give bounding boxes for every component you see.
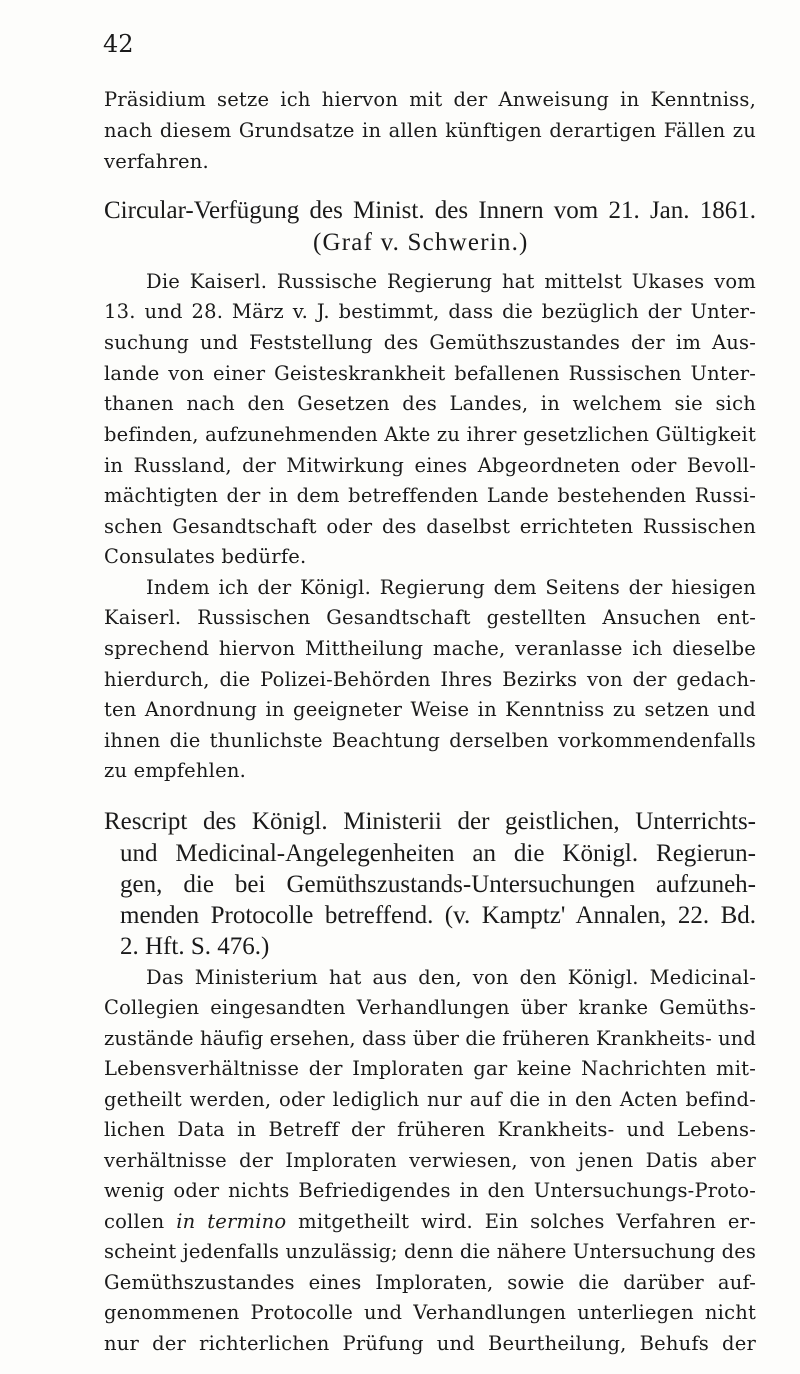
paragraph-line: hierdurch, die Polizei-Behörden Ihres Bezirks von der gedach- [104, 668, 756, 691]
section-heading: 2. Hft. S. 476.) [120, 933, 270, 960]
text-segment: mitgetheilt wird. Ein solches Verfahren er- [286, 1210, 756, 1233]
paragraph-line: ihnen die thunlichste Beachtung derselben vorkommendenfalls [104, 729, 756, 752]
section-heading: gen, die bei Gemüthszustands-Untersuchungen aufzuneh- [120, 871, 756, 898]
paragraph-line: zustände häufig ersehen, dass über die früheren Krankheits- und [104, 1027, 756, 1050]
paragraph-line: sprechend hiervon Mittheilung mache, veranlasse ich dieselbe [104, 637, 756, 660]
paragraph-line: scheint jedenfalls unzulässig; denn die nähere Untersuchung des [104, 1240, 756, 1263]
paragraph-line: Consulates bedürfe. [104, 545, 307, 568]
paragraph-line: getheilt werden, oder lediglich nur auf die in den Acten befind- [104, 1088, 756, 1111]
paragraph-line: genommenen Protocolle und Verhandlungen unterliegen nicht [104, 1301, 756, 1324]
paragraph-line: Collegien eingesandten Verhandlungen über kranke Gemüths- [104, 996, 756, 1019]
paragraph-line: zu empfehlen. [104, 759, 246, 782]
paragraph-line: Indem ich der Königl. Regierung dem Seitens der hiesigen [146, 576, 756, 599]
paragraph-line: thanen nach den Gesetzen des Landes, in welchem sie sich [104, 392, 756, 415]
paragraph-line: Gemüthszustandes eines Imploraten, sowie die darüber auf- [104, 1271, 756, 1294]
paragraph-line: Die Kaiserl. Russische Regierung hat mittelst Ukases vom [146, 270, 756, 293]
paragraph-line: in Russland, der Mitwirkung eines Abgeordneten oder Bevoll- [104, 454, 756, 477]
paragraph-line: Lebensverhältnisse der Imploraten gar keine Nachrichten mit- [104, 1057, 756, 1080]
italic-phrase: in termino [176, 1210, 287, 1233]
intro-line: verfahren. [104, 150, 209, 173]
section-heading: Circular-Verfügung des Minist. des Innern vom 21. Jan. 1861. [104, 197, 756, 224]
section-heading: und Medicinal-Angelegenheiten an die Königl. Regierun- [120, 840, 756, 867]
paragraph-line: verhältnisse der Imploraten verwiesen, von jenen Datis aber [104, 1149, 756, 1172]
paragraph-line: ten Anordnung in geeigneter Weise in Kenntniss zu setzen und [104, 698, 756, 721]
page-number: 42 [103, 30, 134, 58]
paragraph-line: suchung und Feststellung des Gemüthszustandes der im Aus- [104, 331, 756, 354]
paragraph-line: lande von einer Geisteskrankheit befallenen Russischen Unter- [104, 362, 756, 385]
paragraph-line: 13. und 28. März v. J. bestimmt, dass die bezüglich der Unter- [104, 300, 756, 323]
paragraph-line: befinden, aufzunehmenden Akte zu ihrer gesetzlichen Gültigkeit [104, 423, 756, 446]
paragraph-line: schen Gesandtschaft oder des daselbst errichteten Russischen [104, 515, 756, 538]
paragraph-line: Das Ministerium hat aus den, von den Königl. Medicinal- [146, 966, 756, 989]
paragraph-line-in-termino [104, 1210, 756, 1233]
section-heading-author: (Graf v. Schwerin.) [313, 229, 529, 256]
section-heading: Rescript des Königl. Ministerii der geistlichen, Unterrichts- [104, 808, 756, 835]
section-heading: menden Protocolle betreffend. (v. Kamptz' Annalen, 22. Bd. [120, 902, 756, 929]
intro-line: nach diesem Grundsatze in allen künftigen derartigen Fällen zu [104, 119, 756, 142]
paragraph-line: Kaiserl. Russischen Gesandtschaft gestellten Ansuchen ent- [104, 606, 756, 629]
paragraph-line: nur der richterlichen Prüfung und Beurtheilung, Behufs der [104, 1332, 756, 1355]
intro-line: Präsidium setze ich hiervon mit der Anweisung in Kenntniss, [104, 88, 756, 111]
text-segment: collen [104, 1210, 177, 1233]
paragraph-line: lichen Data in Betreff der früheren Krankheits- und Lebens- [104, 1118, 756, 1141]
paragraph-line: wenig oder nichts Befriedigendes in den Untersuchungs-Proto- [104, 1179, 756, 1202]
paragraph-line: mächtigten der in dem betreffenden Lande bestehenden Russi- [104, 484, 756, 507]
